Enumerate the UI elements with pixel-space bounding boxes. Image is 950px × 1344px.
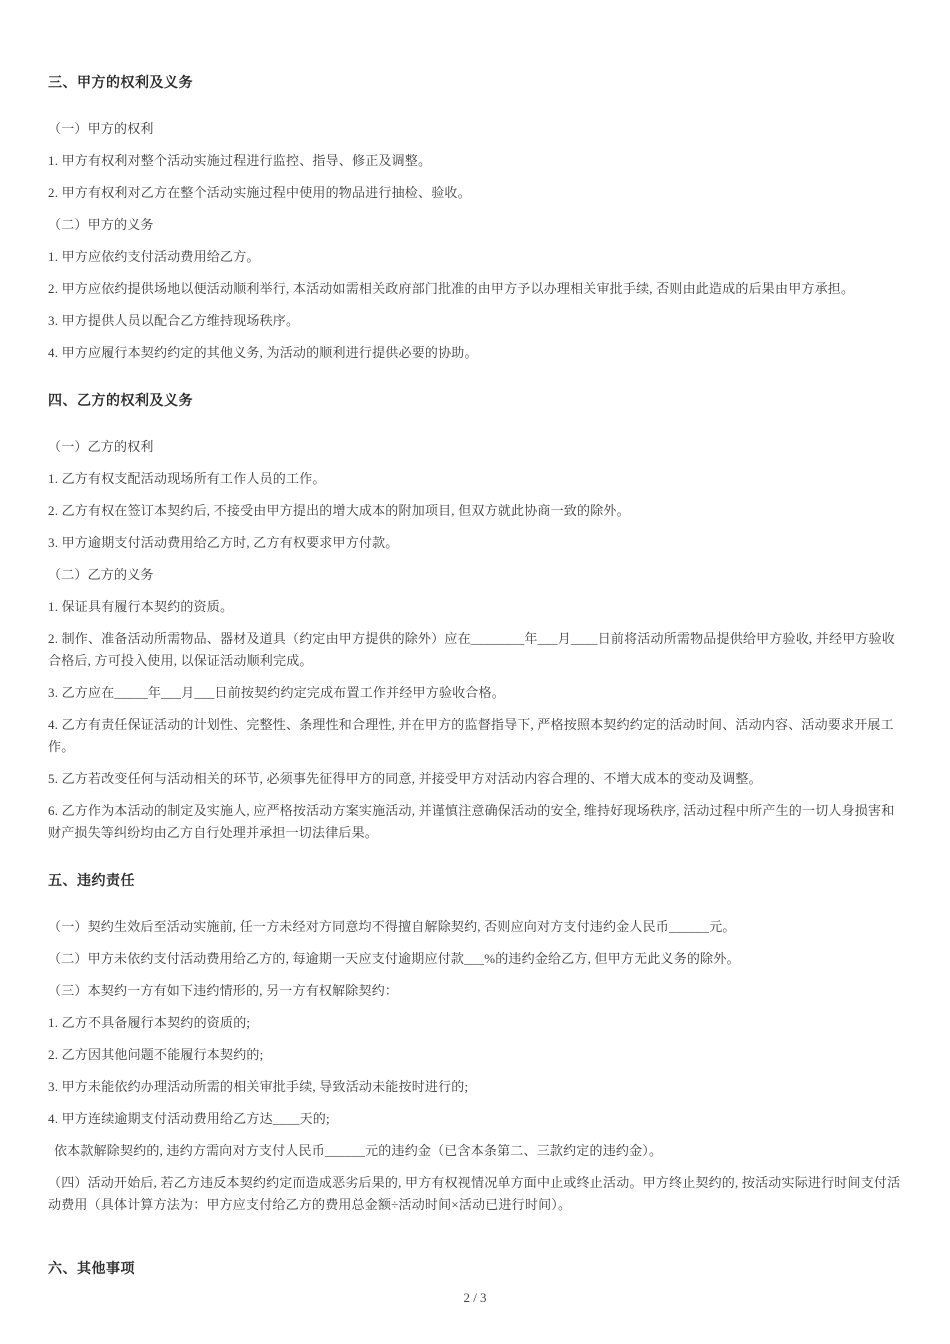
clause-paragraph: 1. 乙方不具备履行本契约的资质的; — [48, 1015, 251, 1030]
clause-paragraph: 2. 甲方应依约提供场地以便活动顺利举行, 本活动如需相关政府部门批准的由甲方予以办理相关审批手续, 否则由此造成的后果由甲方承担。 — [48, 281, 855, 296]
section-breach-liability — [48, 872, 902, 1216]
clause-paragraph: （四）活动开始后, 若乙方违反本契约约定而造成恶劣后果的, 甲方有权视情况单方面中止或终止活动。甲方终止契约的, 按活动实际进行时间支付活动费用（具体计算方法为：甲方应支付给乙方的费用总金额÷活动时间×活动已进行时间）。 — [48, 1175, 901, 1212]
clause-paragraph: （三）本契约一方有如下违约情形的, 另一方有权解除契约： — [48, 983, 399, 998]
section-other-matters — [48, 1260, 902, 1276]
clause-paragraph: 1. 甲方应依约支付活动费用给乙方。 — [48, 249, 260, 264]
clause-paragraph: 依本款解除契约的, 违约方需向对方支付人民币______元的违约金（已含本条第二、三款约定的违约金）。 — [54, 1143, 663, 1158]
clause-paragraph: 1. 保证具有履行本契约的资质。 — [48, 599, 234, 614]
clause-paragraph: （二）甲方的义务 — [48, 217, 154, 232]
clause-paragraph: 2. 乙方有权在签订本契约后, 不接受由甲方提出的增大成本的附加项目, 但双方就此协商一致的除外。 — [48, 503, 630, 518]
clause-paragraph: 4. 甲方连续逾期支付活动费用给乙方达____天的; — [48, 1111, 330, 1126]
clause-paragraph: 3. 乙方应在_____年___月___日前按契约约定完成布置工作并经甲方验收合格。 — [48, 685, 505, 700]
clause-paragraph: （二）甲方未依约支付活动费用给乙方的, 每逾期一天应支付逾期应付款___%的违约金给乙方, 但甲方无此义务的除外。 — [48, 951, 740, 966]
clause-paragraph: 2. 甲方有权利对乙方在整个活动实施过程中使用的物品进行抽检、验收。 — [48, 185, 471, 200]
section-heading: 三、甲方的权利及义务 — [48, 74, 193, 90]
clause-paragraph: 2. 制作、准备活动所需物品、器材及道具（约定由甲方提供的除外）应在________年___月____日前将活动所需物品提供给甲方验收, 并经甲方验收合格后, 方可投入使用, 以保证活动顺利完成。 — [48, 631, 896, 668]
clause-paragraph: 5. 乙方若改变任何与活动相关的环节, 必须事先征得甲方的同意, 并接受甲方对活动内容合理的、不增大成本的变动及调整。 — [48, 771, 762, 786]
clause-paragraph: 1. 乙方有权支配活动现场所有工作人员的工作。 — [48, 471, 326, 486]
page-number: 2 / 3 — [463, 1290, 487, 1305]
section-heading: 六、其他事项 — [48, 1260, 135, 1276]
clause-paragraph: （一）乙方的权利 — [48, 439, 154, 454]
clause-paragraph: 3. 甲方提供人员以配合乙方维持现场秩序。 — [48, 313, 300, 328]
clause-paragraph: （一）甲方的权利 — [48, 121, 154, 136]
section-heading: 四、乙方的权利及义务 — [48, 392, 193, 408]
clause-paragraph: （一）契约生效后至活动实施前, 任一方未经对方同意均不得擅自解除契约, 否则应向对方支付违约金人民币______元。 — [48, 919, 736, 934]
clause-paragraph: 2. 乙方因其他问题不能履行本契约的; — [48, 1047, 264, 1062]
section-party-b-rights-obligations — [48, 392, 902, 844]
clause-paragraph: （二）乙方的义务 — [48, 567, 154, 582]
section-party-a-rights-obligations — [48, 74, 902, 364]
clause-paragraph: 4. 乙方有责任保证活动的计划性、完整性、条理性和合理性, 并在甲方的监督指导下, 严格按照本契约约定的活动时间、活动内容、活动要求开展工作。 — [48, 717, 894, 754]
clause-paragraph: 3. 甲方未能依约办理活动所需的相关审批手续, 导致活动未能按时进行的; — [48, 1079, 469, 1094]
clause-paragraph: 3. 甲方逾期支付活动费用给乙方时, 乙方有权要求甲方付款。 — [48, 535, 399, 550]
clause-paragraph: 6. 乙方作为本活动的制定及实施人, 应严格按活动方案实施活动, 并谨慎注意确保活动的安全, 维持好现场秩序, 活动过程中所产生的一切人身损害和财产损失等纠纷均由乙方自行处理并承担一切法律后果。 — [48, 803, 895, 840]
clause-paragraph: 4. 甲方应履行本契约约定的其他义务, 为活动的顺利进行提供必要的协助。 — [48, 345, 478, 360]
section-heading: 五、违约责任 — [48, 872, 135, 888]
clause-paragraph: 1. 甲方有权利对整个活动实施过程进行监控、指导、修正及调整。 — [48, 153, 432, 168]
